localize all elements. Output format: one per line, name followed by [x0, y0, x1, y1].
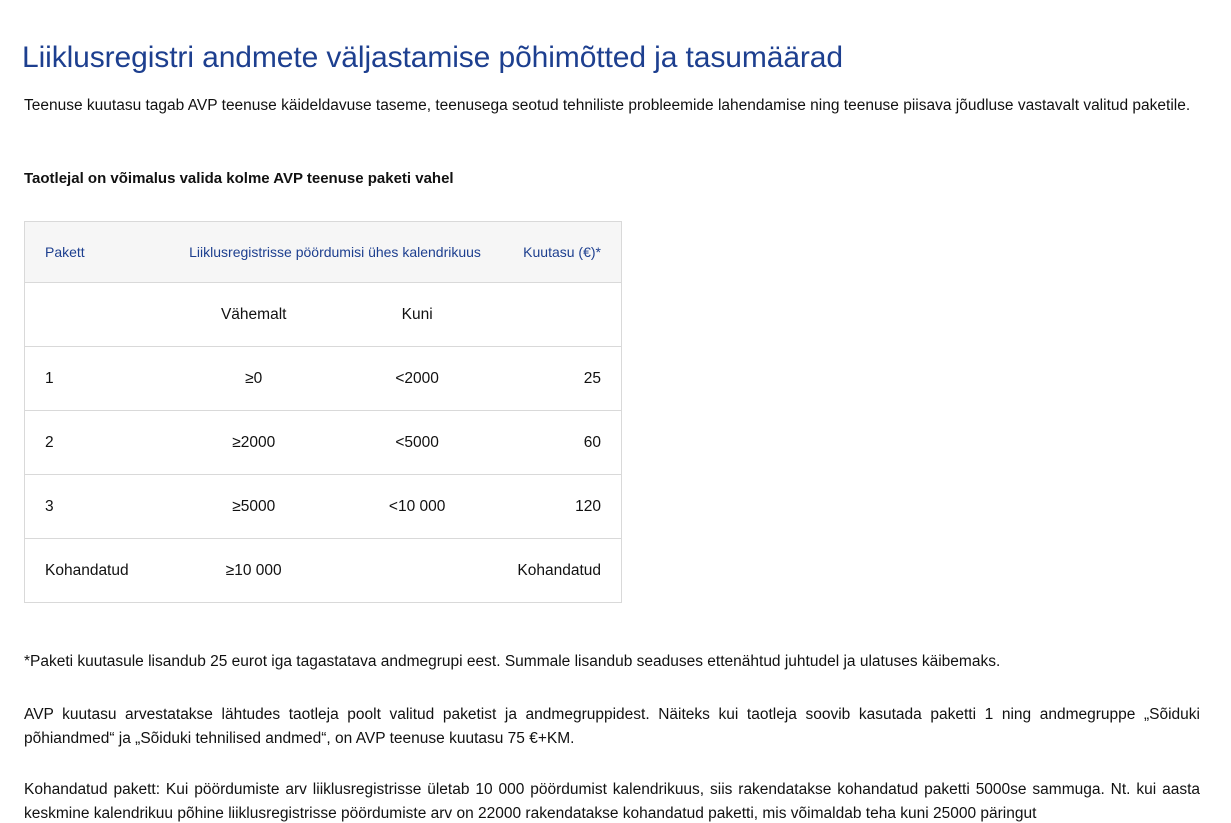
- packages-table: [24, 221, 622, 603]
- subheader-min: Vähemalt: [172, 283, 336, 347]
- table-row: [25, 539, 622, 603]
- cell-package: 3: [25, 475, 172, 539]
- cell-max: <5000: [336, 411, 499, 475]
- custom-package-paragraph: Kohandatud pakett: Kui pöördumiste arv liiklusregistrisse ületab 10 000 pöördumist kalendrikuus, siis rakendatakse kohandatud paketti 5000se sammuga. Nt. kui aasta keskmine kalendrikuu põhine liiklusregistrisse pöördumiste arv on 22000 rakendatakse kohandatud paketti, mis võimaldab teha kuni 25000 päringut: [24, 781, 1200, 822]
- cell-package: 1: [25, 347, 172, 411]
- cell-min: ≥10 000: [172, 539, 336, 603]
- cell-max: <10 000: [336, 475, 499, 539]
- table-row: [25, 347, 622, 411]
- subheader-empty-fee: [498, 283, 621, 347]
- cell-fee: 25: [498, 347, 621, 411]
- cell-fee: Kohandatud: [498, 539, 621, 603]
- intro-paragraph: Teenuse kuutasu tagab AVP teenuse käideldavuse taseme, teenusega seotud tehniliste probleemide lahendamise ning teenuse piisava jõudluse vastavalt valitud paketile.: [24, 97, 1191, 114]
- table-row: [25, 475, 622, 539]
- header-package: Pakett: [25, 222, 172, 283]
- cell-min: ≥2000: [172, 411, 336, 475]
- cell-min: ≥0: [172, 347, 336, 411]
- cell-max: [336, 539, 499, 603]
- header-requests: Liiklusregistrisse pöördumisi ühes kalendrikuus: [172, 222, 499, 283]
- subheader-empty: [25, 283, 172, 347]
- cell-fee: 120: [498, 475, 621, 539]
- subheader-max: Kuni: [336, 283, 499, 347]
- page-title: Liiklusregistri andmete väljastamise põhimõtted ja tasumäärad: [22, 41, 843, 74]
- fee-example-paragraph: AVP kuutasu arvestatakse lähtudes taotleja poolt valitud paketist ja andmegruppidest. Näiteks kui taotleja soovib kasutada paketti 1 ning andmegruppe „Sõiduki põhiandmed“ ja „Sõiduki tehnilised andmed“, on AVP teenuse kuutasu 75 €+KM.: [24, 706, 1200, 747]
- cell-max: <2000: [336, 347, 499, 411]
- table-row: [25, 411, 622, 475]
- table-header-row: [25, 222, 622, 283]
- cell-fee: 60: [498, 411, 621, 475]
- header-fee: Kuutasu (€)*: [498, 222, 621, 283]
- fee-footnote: *Paketi kuutasule lisandub 25 eurot iga tagastatava andmegrupi eest. Summale lisandub seaduses ettenähtud juhtudel ja ulatuses käibemaks.: [24, 653, 1001, 670]
- cell-package: 2: [25, 411, 172, 475]
- table-subheader-row: [25, 283, 622, 347]
- cell-min: ≥5000: [172, 475, 336, 539]
- packages-subheading: Taotlejal on võimalus valida kolme AVP teenuse paketi vahel: [24, 170, 454, 187]
- cell-package: Kohandatud: [25, 539, 172, 603]
